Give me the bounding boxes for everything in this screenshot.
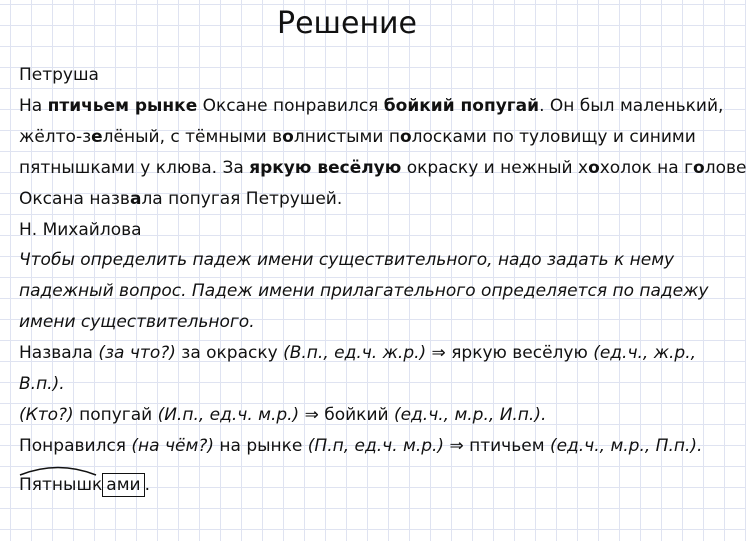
text-line-1: На птичьем рынке Оксане понравился бойкий попугай. Он был маленький,	[19, 95, 724, 116]
text-line-3: пятнышками у клюва. За яркую весёлую окраску и нежный хохолок на голове	[19, 157, 746, 178]
page-title: Решение	[276, 6, 418, 41]
text-author-top: Петруша	[19, 65, 99, 85]
text-line-2: жёлто-зелёный, с тёмными волнистыми полосками по туловищу и синими	[19, 126, 696, 147]
rule-line-3: имени существительного.	[19, 312, 255, 333]
rule-line-1: Чтобы определить падеж имени существительного, надо задать к нему	[19, 250, 675, 271]
rule-line-2: падежный вопрос. Падеж имени прилагательного определяется по падежу	[19, 281, 709, 302]
morpheme-word: Пятнышк ами .	[19, 470, 150, 501]
morpheme-analysis	[19, 462, 689, 501]
analysis-line-1: Назвала (за что?) за окраску (В.п., ед.ч. ж.р.) ⇒ яркую весёлую (ед.ч., ж.р.,	[19, 343, 697, 364]
text-author-bottom: Н. Михайлова	[19, 219, 142, 240]
root-arc-mark	[19, 464, 97, 476]
analysis-line-2: (Кто?) попугай (И.п., ед.ч. м.р.) ⇒ бойкий (ед.ч., м.р., И.п.).	[19, 404, 547, 425]
analysis-line-1-cont: В.п.).	[19, 374, 65, 395]
solution-body	[19, 60, 746, 501]
analysis-line-3: Понравился (на чём?) на рынке (П.п, ед.ч. м.р.) ⇒ птичьем (ед.ч., м.р., П.п.).	[19, 435, 703, 456]
morpheme-root: Пятнышк	[19, 474, 103, 495]
morpheme-ending: ами	[102, 473, 144, 497]
phrase-bird-market: птичьем рынке	[47, 95, 198, 116]
phrase-bright-color: яркую весёлую	[249, 157, 402, 178]
text-line-4: Оксана назвала попугая Петрушей.	[19, 188, 343, 209]
phrase-lively-parrot: бойкий попугай	[383, 95, 540, 116]
